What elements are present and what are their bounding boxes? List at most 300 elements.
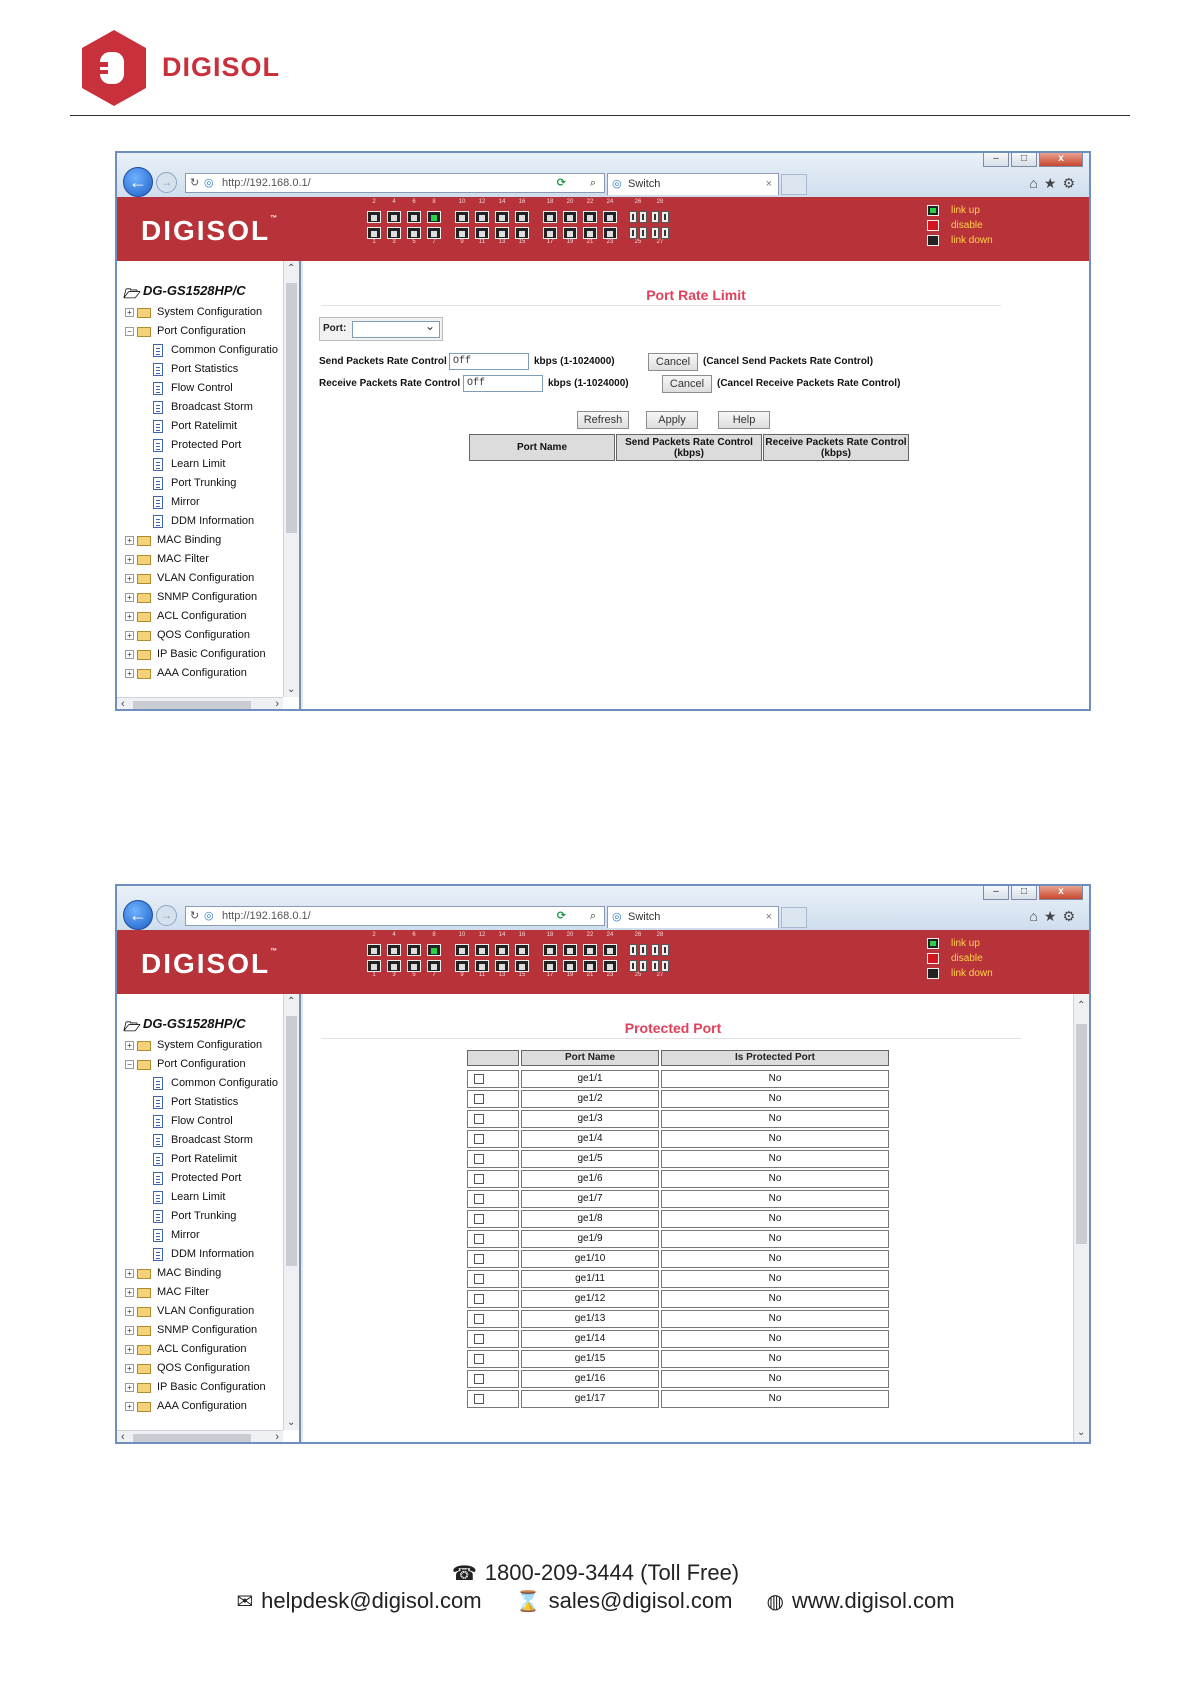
browser-tab[interactable]: [607, 906, 779, 928]
select-cell: [467, 1110, 519, 1128]
switch-port-icon[interactable]: [407, 227, 421, 239]
switch-port-icon[interactable]: [367, 960, 381, 972]
search-icon[interactable]: ⌕: [589, 177, 596, 189]
switch-port-icon[interactable]: [583, 960, 597, 972]
switch-port-icon[interactable]: [455, 960, 469, 972]
tree-item-label: Port Configuration: [157, 325, 246, 337]
switch-port-icon[interactable]: [603, 960, 617, 972]
switch-port-icon[interactable]: [475, 944, 489, 956]
is-protected-cell: No: [661, 1330, 889, 1348]
is-protected-cell: No: [661, 1170, 889, 1188]
col-port-name: Port Name: [469, 434, 615, 461]
protected-checkbox[interactable]: [474, 1314, 484, 1324]
switch-port-icon[interactable]: [455, 227, 469, 239]
legend-link-down: link down: [927, 233, 993, 248]
switch-port-icon[interactable]: [455, 211, 469, 223]
switch-port-icon[interactable]: [583, 944, 597, 956]
tree-item[interactable]: [117, 664, 283, 683]
scroll-thumb[interactable]: [286, 1016, 297, 1266]
back-button[interactable]: ←: [123, 167, 153, 197]
switch-port-icon[interactable]: [629, 960, 637, 972]
tree-item[interactable]: [117, 645, 283, 664]
table-row: [303, 1270, 1089, 1290]
port-number-top: 6: [412, 932, 416, 938]
tree-item-label: AAA Configuration: [157, 667, 247, 679]
tree-item[interactable]: [117, 1245, 283, 1264]
protected-checkbox[interactable]: [474, 1154, 484, 1164]
switch-port-icon[interactable]: [639, 227, 647, 239]
table-row: [303, 1210, 1089, 1230]
tree-device-title[interactable]: 🗁 DG-GS1528HP/C: [117, 1016, 283, 1036]
protected-checkbox[interactable]: [474, 1074, 484, 1084]
expand-icon[interactable]: +: [125, 1326, 134, 1335]
switch-port-icon[interactable]: [661, 211, 669, 223]
switch-port-icon[interactable]: [515, 227, 529, 239]
expand-icon[interactable]: +: [125, 1345, 134, 1354]
port-number-top: 4: [392, 932, 396, 938]
tree-item[interactable]: [117, 1074, 283, 1093]
tree-item[interactable]: [117, 531, 283, 550]
switch-port-icon[interactable]: [563, 227, 577, 239]
port-number-top: 8: [432, 932, 436, 938]
content-vertical-scrollbar[interactable]: [1073, 994, 1089, 1444]
protected-checkbox[interactable]: [474, 1094, 484, 1104]
expand-icon[interactable]: +: [125, 1041, 134, 1050]
page-icon: [153, 1172, 163, 1185]
switch-port-icon[interactable]: [495, 944, 509, 956]
tree-item[interactable]: [117, 1093, 283, 1112]
port-number-top: 28: [656, 199, 664, 205]
forward-button[interactable]: →: [156, 905, 177, 926]
tree-item[interactable]: [117, 398, 283, 417]
gear-icon[interactable]: ⚙: [1062, 908, 1081, 924]
disable-swatch: [927, 220, 939, 231]
switch-port-icon[interactable]: [427, 960, 441, 972]
tree-item[interactable]: [117, 360, 283, 379]
switch-port-icon[interactable]: [661, 944, 669, 956]
select-cell: [467, 1170, 519, 1188]
tree-horizontal-scrollbar[interactable]: [117, 1430, 283, 1444]
switch-port-icon[interactable]: [651, 944, 659, 956]
is-protected-cell: No: [661, 1070, 889, 1088]
protected-port-panel: [303, 994, 1089, 1444]
switch-port-icon[interactable]: [629, 227, 637, 239]
scroll-up-icon[interactable]: ⌃: [287, 996, 296, 1007]
switch-port-icon[interactable]: [515, 944, 529, 956]
tree-item[interactable]: [117, 512, 283, 531]
expand-icon[interactable]: +: [125, 1402, 134, 1411]
switch-port-icon[interactable]: [543, 227, 557, 239]
minimize-button[interactable]: –: [983, 886, 1009, 900]
tree-item[interactable]: [117, 569, 283, 588]
tree-item[interactable]: [117, 341, 283, 360]
tree-item-label: VLAN Configuration: [157, 1305, 255, 1317]
page-icon: [153, 458, 163, 471]
back-button[interactable]: ←: [123, 900, 153, 930]
tree-item[interactable]: [117, 303, 283, 322]
search-icon[interactable]: ⌕: [589, 910, 596, 922]
receive-cancel-button[interactable]: Cancel: [662, 375, 712, 393]
globe-icon: ◎: [204, 177, 214, 189]
tree-item-label: Port Configuration: [157, 1058, 246, 1070]
tree-item[interactable]: [117, 322, 283, 341]
switch-port-icon[interactable]: [639, 211, 647, 223]
switch-port-icon[interactable]: [583, 227, 597, 239]
folder-icon: [137, 308, 151, 318]
navigation-tree: [117, 261, 301, 711]
collapse-icon[interactable]: −: [125, 327, 134, 336]
port-number-bottom: 9: [460, 972, 464, 978]
switch-banner: [117, 197, 1089, 261]
port-number-bottom: 27: [656, 239, 664, 245]
expand-icon[interactable]: +: [125, 650, 134, 659]
switch-port-icon[interactable]: [427, 211, 441, 223]
footer-contacts: [0, 1588, 1191, 1614]
scroll-thumb[interactable]: [1076, 1024, 1087, 1244]
tree-item[interactable]: [117, 1378, 283, 1397]
tree-item[interactable]: [117, 436, 283, 455]
switch-port-icon[interactable]: [387, 960, 401, 972]
refresh-icon[interactable]: ↻: [190, 910, 200, 922]
switch-port-icon[interactable]: [407, 211, 421, 223]
tree-item[interactable]: [117, 455, 283, 474]
banner-logo: DIGISOL™: [141, 215, 280, 246]
address-bar[interactable]: [185, 173, 605, 193]
browser-tab[interactable]: [607, 173, 779, 195]
close-button[interactable]: x: [1039, 886, 1083, 900]
collapse-icon[interactable]: −: [125, 1060, 134, 1069]
switch-port-icon[interactable]: [475, 211, 489, 223]
switch-port-icon[interactable]: [651, 227, 659, 239]
maximize-button[interactable]: □: [1011, 886, 1037, 900]
port-number-top: 26: [634, 932, 642, 938]
protected-checkbox[interactable]: [474, 1194, 484, 1204]
select-cell: [467, 1370, 519, 1388]
switch-port-icon[interactable]: [651, 211, 659, 223]
title-divider: [321, 305, 1001, 306]
switch-port-icon[interactable]: [661, 960, 669, 972]
tree-item[interactable]: [117, 474, 283, 493]
switch-port-icon[interactable]: [475, 227, 489, 239]
tree-item[interactable]: [117, 1207, 283, 1226]
tree-item-label: Port Ratelimit: [171, 1153, 238, 1165]
switch-port-icon[interactable]: [495, 211, 509, 223]
expand-icon[interactable]: +: [125, 669, 134, 678]
close-button[interactable]: x: [1039, 153, 1083, 167]
tree-list: [117, 994, 283, 1430]
is-protected-cell: No: [661, 1290, 889, 1308]
switch-port-icon[interactable]: [455, 944, 469, 956]
tree-item-label: Port Statistics: [171, 363, 239, 375]
tree-item[interactable]: [117, 1264, 283, 1283]
browser-window-protected-port: [115, 884, 1091, 1444]
tree-item-label: Port Ratelimit: [171, 420, 238, 432]
hscroll-thumb[interactable]: [133, 1434, 251, 1444]
tree-horizontal-scrollbar[interactable]: [117, 697, 283, 711]
switch-port-icon[interactable]: [563, 211, 577, 223]
port-number-bottom: 11: [478, 972, 486, 978]
col-port-name: Port Name: [521, 1050, 659, 1066]
tree-item[interactable]: [117, 493, 283, 512]
switch-port-icon[interactable]: [475, 960, 489, 972]
send-rate-input[interactable]: Off: [449, 353, 529, 370]
switch-port-icon[interactable]: [387, 944, 401, 956]
tree-item-label: DDM Information: [171, 515, 255, 527]
port-number-bottom: 9: [460, 239, 464, 245]
scroll-up-icon[interactable]: ⌃: [1077, 1000, 1086, 1011]
scroll-down-icon[interactable]: ⌄: [287, 1417, 296, 1428]
scroll-right-icon[interactable]: ›: [275, 698, 279, 710]
switch-port-icon[interactable]: [629, 211, 637, 223]
switch-port-icon[interactable]: [603, 944, 617, 956]
port-number-top: 2: [372, 199, 376, 205]
page-icon: [153, 401, 163, 414]
protected-checkbox[interactable]: [474, 1254, 484, 1264]
protected-checkbox[interactable]: [474, 1354, 484, 1364]
footer-sales[interactable]: ⌛ sales@digisol.com: [515, 1588, 733, 1613]
port-name-cell: ge1/8: [521, 1210, 659, 1228]
link-down-swatch: [927, 235, 939, 246]
port-number-top: 24: [606, 199, 614, 205]
star-icon[interactable]: ★: [1043, 908, 1063, 924]
scroll-left-icon[interactable]: ‹: [121, 1431, 125, 1443]
expand-icon[interactable]: +: [125, 1364, 134, 1373]
switch-port-icon[interactable]: [407, 960, 421, 972]
switch-port-icon[interactable]: [407, 944, 421, 956]
protected-checkbox[interactable]: [474, 1274, 484, 1284]
switch-port-icon[interactable]: [629, 944, 637, 956]
switch-port-icon[interactable]: [543, 944, 557, 956]
rate-limit-panel: [303, 261, 1089, 711]
is-protected-cell: No: [661, 1190, 889, 1208]
tree-item[interactable]: [117, 626, 283, 645]
tree-item[interactable]: [117, 1321, 283, 1340]
protected-checkbox[interactable]: [474, 1214, 484, 1224]
expand-icon[interactable]: +: [125, 631, 134, 640]
port-number-bottom: 13: [498, 239, 506, 245]
expand-icon[interactable]: +: [125, 574, 134, 583]
tree-item[interactable]: [117, 1036, 283, 1055]
page-icon: [153, 1115, 163, 1128]
table-row: [303, 1070, 1089, 1090]
footer-website[interactable]: ◍ www.digisol.com: [766, 1588, 955, 1613]
tree-item[interactable]: [117, 1340, 283, 1359]
protected-checkbox[interactable]: [474, 1234, 484, 1244]
folder-icon: [137, 612, 151, 622]
url-text: http://192.168.0.1/: [222, 177, 311, 189]
home-icon[interactable]: ⌂: [1029, 175, 1044, 191]
port-number-bottom: 27: [656, 972, 664, 978]
port-number-top: 10: [458, 199, 466, 205]
tree-item[interactable]: [117, 379, 283, 398]
home-icon[interactable]: ⌂: [1029, 908, 1044, 924]
banner-logo: DIGISOL™: [141, 948, 280, 979]
expand-icon[interactable]: +: [125, 555, 134, 564]
expand-icon[interactable]: +: [125, 612, 134, 621]
protected-checkbox[interactable]: [474, 1334, 484, 1344]
table-row: [303, 1150, 1089, 1170]
port-number-bottom: 25: [634, 972, 642, 978]
tree-item[interactable]: [117, 588, 283, 607]
expand-icon[interactable]: +: [125, 593, 134, 602]
tree-vertical-scrollbar[interactable]: [283, 994, 299, 1430]
tree-item[interactable]: [117, 1169, 283, 1188]
switch-port-icon[interactable]: [603, 227, 617, 239]
switch-port-icon[interactable]: [651, 960, 659, 972]
forward-button[interactable]: →: [156, 172, 177, 193]
mail-icon: ✉: [236, 1591, 254, 1613]
switch-port-icon[interactable]: [495, 227, 509, 239]
protected-checkbox[interactable]: [474, 1374, 484, 1384]
tree-item[interactable]: [117, 1150, 283, 1169]
table-row: [303, 1090, 1089, 1110]
scroll-down-icon[interactable]: ⌄: [1077, 1427, 1086, 1438]
port-name-cell: ge1/5: [521, 1150, 659, 1168]
tree-item[interactable]: [117, 1226, 283, 1245]
window-controls: [983, 153, 1083, 167]
compat-icon[interactable]: ⟳: [556, 910, 566, 922]
protected-checkbox[interactable]: [474, 1294, 484, 1304]
select-cell: [467, 1390, 519, 1408]
protected-checkbox[interactable]: [474, 1114, 484, 1124]
tab-close-icon[interactable]: ×: [765, 911, 772, 923]
address-bar[interactable]: [185, 906, 605, 926]
is-protected-cell: No: [661, 1390, 889, 1408]
tree-item-label: Learn Limit: [171, 1191, 226, 1203]
tree-item[interactable]: [117, 1359, 283, 1378]
hourglass-icon: ⌛: [515, 1591, 541, 1613]
port-number-bottom: 19: [566, 239, 574, 245]
scroll-right-icon[interactable]: ›: [275, 1431, 279, 1443]
switch-port-icon[interactable]: [367, 944, 381, 956]
protected-checkbox[interactable]: [474, 1134, 484, 1144]
new-tab-button[interactable]: [781, 174, 807, 195]
switch-port-icon[interactable]: [515, 211, 529, 223]
switch-port-icon[interactable]: [543, 960, 557, 972]
select-cell: [467, 1210, 519, 1228]
page-icon: [153, 439, 163, 452]
scroll-left-icon[interactable]: ‹: [121, 698, 125, 710]
send-rate-label: Send Packets Rate Control: [319, 356, 447, 367]
tree-item[interactable]: [117, 1055, 283, 1074]
page-icon: [153, 382, 163, 395]
switch-port-icon[interactable]: [603, 211, 617, 223]
expand-icon[interactable]: +: [125, 1288, 134, 1297]
browser-chrome: [117, 153, 1089, 197]
compat-icon[interactable]: ⟳: [556, 177, 566, 189]
select-cell: [467, 1230, 519, 1248]
tab-close-icon[interactable]: ×: [765, 178, 772, 190]
expand-icon[interactable]: +: [125, 1383, 134, 1392]
select-cell: [467, 1310, 519, 1328]
send-cancel-button[interactable]: Cancel: [648, 353, 698, 371]
scroll-up-icon[interactable]: ⌃: [287, 263, 296, 274]
table-row: [303, 1330, 1089, 1350]
tree-vertical-scrollbar[interactable]: [283, 261, 299, 697]
switch-port-icon[interactable]: [387, 211, 401, 223]
page-title: Port Rate Limit: [646, 287, 746, 303]
switch-port-icon[interactable]: [427, 227, 441, 239]
apply-button[interactable]: Apply: [646, 411, 698, 429]
port-name-cell: ge1/16: [521, 1370, 659, 1388]
port-number-top: 22: [586, 932, 594, 938]
switch-port-icon[interactable]: [495, 960, 509, 972]
tree-item[interactable]: [117, 1112, 283, 1131]
table-row: [303, 1130, 1089, 1150]
switch-port-icon[interactable]: [367, 211, 381, 223]
port-name-cell: ge1/3: [521, 1110, 659, 1128]
expand-icon[interactable]: +: [125, 536, 134, 545]
expand-icon[interactable]: +: [125, 1269, 134, 1278]
tree-item-label: Broadcast Storm: [171, 1134, 253, 1146]
footer-phone: ☎ 1800-209-3444 (Toll Free): [451, 1560, 740, 1585]
refresh-button[interactable]: Refresh: [577, 411, 629, 429]
tree-item[interactable]: [117, 550, 283, 569]
expand-icon[interactable]: +: [125, 1307, 134, 1316]
folder-icon: [137, 555, 151, 565]
scroll-down-icon[interactable]: ⌄: [287, 684, 296, 695]
globe-icon: ◍: [766, 1591, 784, 1613]
toolbar-icons: [1029, 908, 1081, 925]
folder-icon: [137, 1269, 151, 1279]
protected-checkbox[interactable]: [474, 1394, 484, 1404]
folder-icon: [137, 1307, 151, 1317]
tree-item[interactable]: [117, 1283, 283, 1302]
switch-port-icon[interactable]: [543, 211, 557, 223]
page-icon: [153, 363, 163, 376]
tab-title: Switch: [628, 911, 661, 923]
new-tab-button[interactable]: [781, 907, 807, 928]
switch-port-icon[interactable]: [563, 960, 577, 972]
switch-port-icon[interactable]: [367, 227, 381, 239]
star-icon[interactable]: ★: [1043, 175, 1063, 191]
switch-port-icon[interactable]: [639, 944, 647, 956]
brand-name: DIGISOL: [162, 52, 281, 82]
footer-helpdesk[interactable]: ✉ helpdesk@digisol.com: [236, 1588, 482, 1613]
folder-icon: [137, 1383, 151, 1393]
switch-port-icon[interactable]: [639, 960, 647, 972]
help-button[interactable]: Help: [718, 411, 770, 429]
receive-rate-input[interactable]: Off: [463, 375, 543, 392]
protected-checkbox[interactable]: [474, 1174, 484, 1184]
switch-port-icon[interactable]: [427, 944, 441, 956]
page-header: [0, 0, 1191, 118]
tree-item[interactable]: [117, 1131, 283, 1150]
tree-item[interactable]: [117, 417, 283, 436]
browser-chrome: [117, 886, 1089, 930]
tree-item[interactable]: [117, 1397, 283, 1416]
tree-item[interactable]: [117, 607, 283, 626]
minimize-button[interactable]: –: [983, 153, 1009, 167]
expand-icon[interactable]: +: [125, 308, 134, 317]
tree-device-title[interactable]: 🗁 DG-GS1528HP/C: [117, 283, 283, 303]
refresh-icon[interactable]: ↻: [190, 177, 200, 189]
switch-port-icon[interactable]: [661, 227, 669, 239]
switch-port-icon[interactable]: [387, 227, 401, 239]
tree-item[interactable]: [117, 1302, 283, 1321]
port-select[interactable]: [352, 321, 440, 338]
tree-item-label: Mirror: [171, 496, 200, 508]
switch-port-icon[interactable]: [583, 211, 597, 223]
gear-icon[interactable]: ⚙: [1062, 175, 1081, 191]
tree-item[interactable]: [117, 1188, 283, 1207]
maximize-button[interactable]: □: [1011, 153, 1037, 167]
switch-port-icon[interactable]: [563, 944, 577, 956]
switch-port-icon[interactable]: [515, 960, 529, 972]
port-number-top: 6: [412, 199, 416, 205]
hscroll-thumb[interactable]: [133, 701, 251, 711]
scroll-thumb[interactable]: [286, 283, 297, 533]
